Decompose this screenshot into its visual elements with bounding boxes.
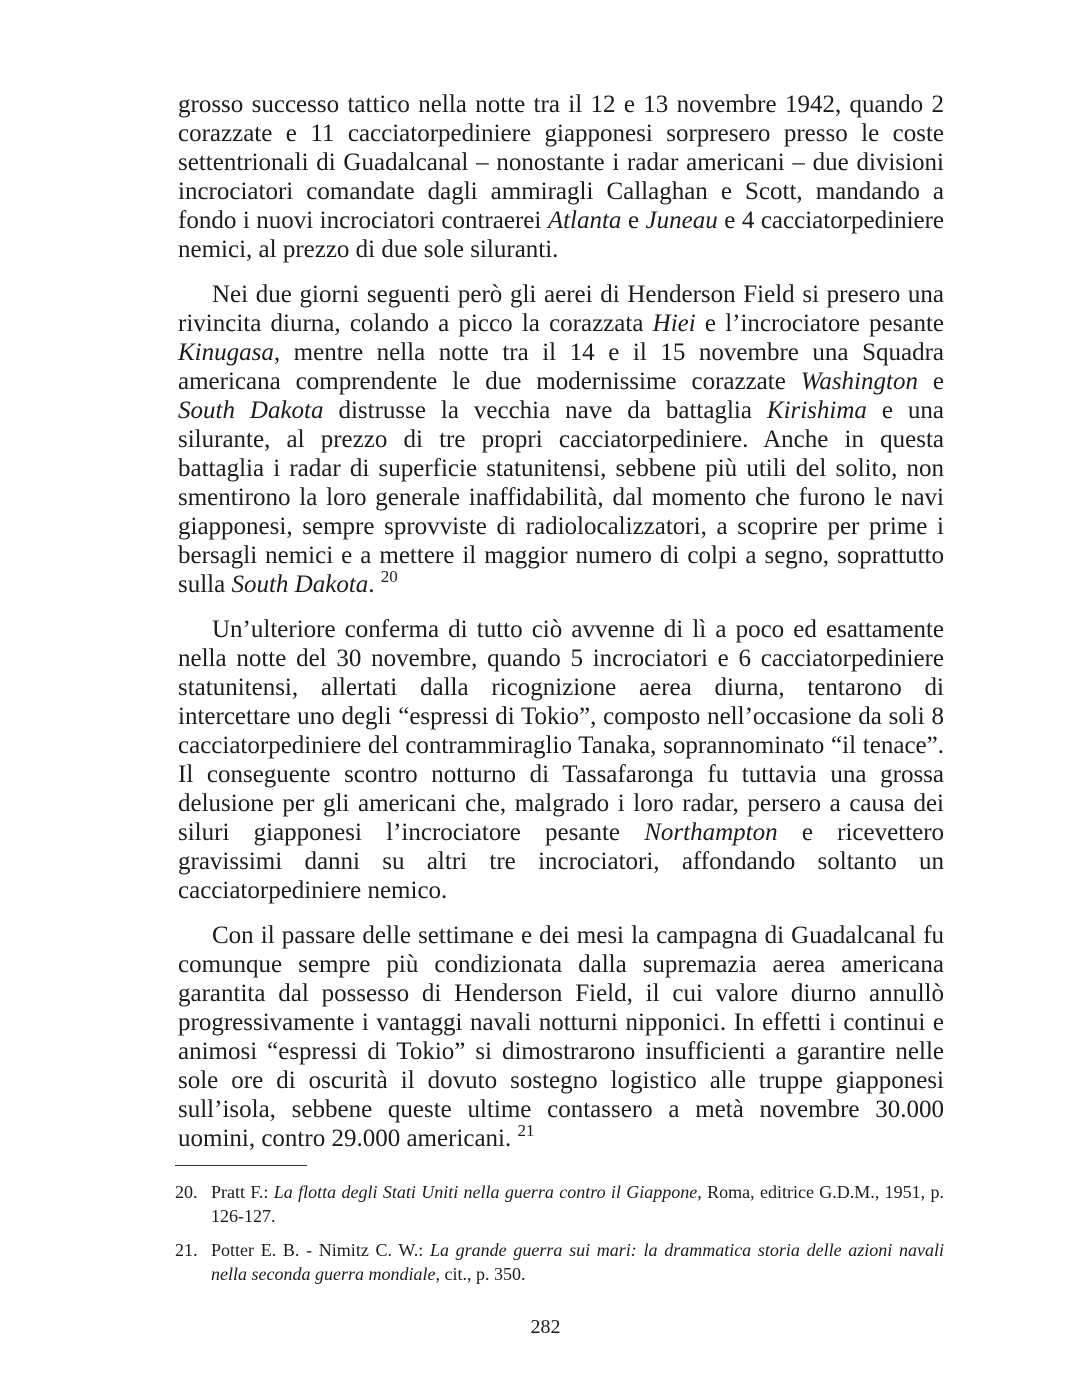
footnote-details: , cit., p. 350.: [435, 1264, 526, 1284]
text-run: Un’ulteriore conferma di tutto ciò avvenne di lì a poco ed esattamente nella notte del 30 novembre, quando 5 incrociatori e 6 cacciatorpediniere statunitensi, allertati dalla ricognizione aerea diurna, tentarono di intercettare uno degli “espressi di Tokio”, composto nell’occasione da soli 8 cacciatorpediniere del contrammiraglio Tanaka, soprannominato “il tenace”. Il conseguente scontro notturno di Tassafaronga fu tuttavia una grossa delusione per gli americani che, malgrado i loro radar, persero a causa dei siluri giapponesi l’incrociatore pesante: [178, 616, 944, 846]
ship-name: South Dakota: [231, 571, 369, 598]
text-run: e: [627, 207, 640, 234]
text-run: Nei due giorni seguenti però gli aerei di Henderson Field si presero una rivincita diurna, colando a picco la corazzata: [178, 281, 944, 337]
ship-name: Hiei: [652, 310, 696, 337]
footnote-author: Pratt F.:: [211, 1182, 269, 1202]
ship-name: Atlanta: [547, 207, 622, 234]
text-run: e una silurante, al prezzo di tre propri cacciatorpediniere. Anche in questa battaglia i radar di superficie statunitensi, sebbene più utili del solito, non smentirono la loro generale inaffidabilità, dal momento che furono le navi giapponesi, sempre sprovviste di radiolocalizzatori, a scoprire per prime i bersagli nemici e a mettere il maggior numero di colpi a segno, soprattutto sulla: [178, 397, 945, 598]
ship-name: Juneau: [645, 207, 718, 234]
ship-name: Washington: [800, 368, 918, 395]
footnote: [175, 1180, 944, 1228]
footnote-text: [211, 1238, 944, 1286]
text-run: grosso successo tattico nella notte tra il 12 e 13 novembre 1942, quando 2 corazzate e 11 cacciatorpediniere giapponesi sorpresero presso le coste settentrionali di Guadalcanal – nonostante i radar americani – due divisioni incrociatori comandate dagli ammiragli Callaghan e Scott, mandando a fondo i nuovi incrociatori contraerei: [178, 91, 944, 234]
footnote-number: 21.: [175, 1240, 198, 1260]
footnote-title: La flotta degli Stati Uniti nella guerra contro il Giappone: [273, 1182, 698, 1202]
text-run: e ricevettero gravissimi danni su altri tre incrociatori, affondando soltanto un cacciatorpediniere nemico.: [178, 819, 945, 904]
ship-name: South Dakota: [178, 397, 324, 424]
paragraph-2: [178, 280, 944, 599]
footnote-separator: [175, 1165, 307, 1166]
footnote-ref: 20: [380, 567, 398, 586]
text-run: distrusse la vecchia nave da battaglia: [338, 397, 752, 424]
text-run: e: [932, 368, 945, 395]
ship-name: Kirishima: [766, 397, 867, 424]
text-run: Con il passare delle settimane e dei mesi la campagna di Guadalcanal fu comunque sempre più condizionata dalla supremazia aerea americana garantita dal possesso di Henderson Field, il cui valore diurno annullò progressivamente i vantaggi navali notturni nipponici. In effetti i continui e animosi “espressi di Tokio” si dimostrarono insufficienti a garantire nelle sole ore di oscurità il dovuto sostegno logistico alle truppe giapponesi sull’isola, sebbene queste ultime contassero a metà novembre 30.000 uomini, contro 29.000 americani.: [178, 922, 944, 1152]
text-run: .: [368, 571, 375, 598]
footnote-ref: 21: [517, 1121, 535, 1140]
ship-name: Northampton: [644, 819, 778, 846]
footnote-number: 20.: [175, 1182, 198, 1202]
text-run: e l’incrociatore pesante: [704, 310, 945, 337]
footnotes: [175, 1180, 944, 1296]
footnote: [175, 1238, 944, 1286]
footnote-details: , Roma, editrice G.D.M., 1951, p. 126-127.: [211, 1182, 944, 1226]
page-number: 282: [530, 1316, 561, 1338]
paragraph-3: [178, 615, 944, 905]
text-run: e 4 cacciatorpediniere nemici, al prezzo di due sole siluranti.: [178, 207, 945, 263]
text-run: , mentre nella notte tra il 14 e il 15 novembre una Squadra americana comprendente le due modernissime corazzate: [178, 339, 944, 395]
ship-name: Kinugasa: [178, 339, 274, 366]
footnote-author: Potter E. B. - Nimitz C. W.:: [211, 1240, 424, 1260]
paragraph-4: [178, 921, 944, 1153]
body-text: [178, 90, 944, 1153]
paragraph-1: [178, 90, 944, 264]
footnote-text: [211, 1180, 944, 1228]
footnote-title: La grande guerra sui mari: la drammatica storia delle azioni navali nella seconda guerra mondiale: [211, 1240, 944, 1284]
